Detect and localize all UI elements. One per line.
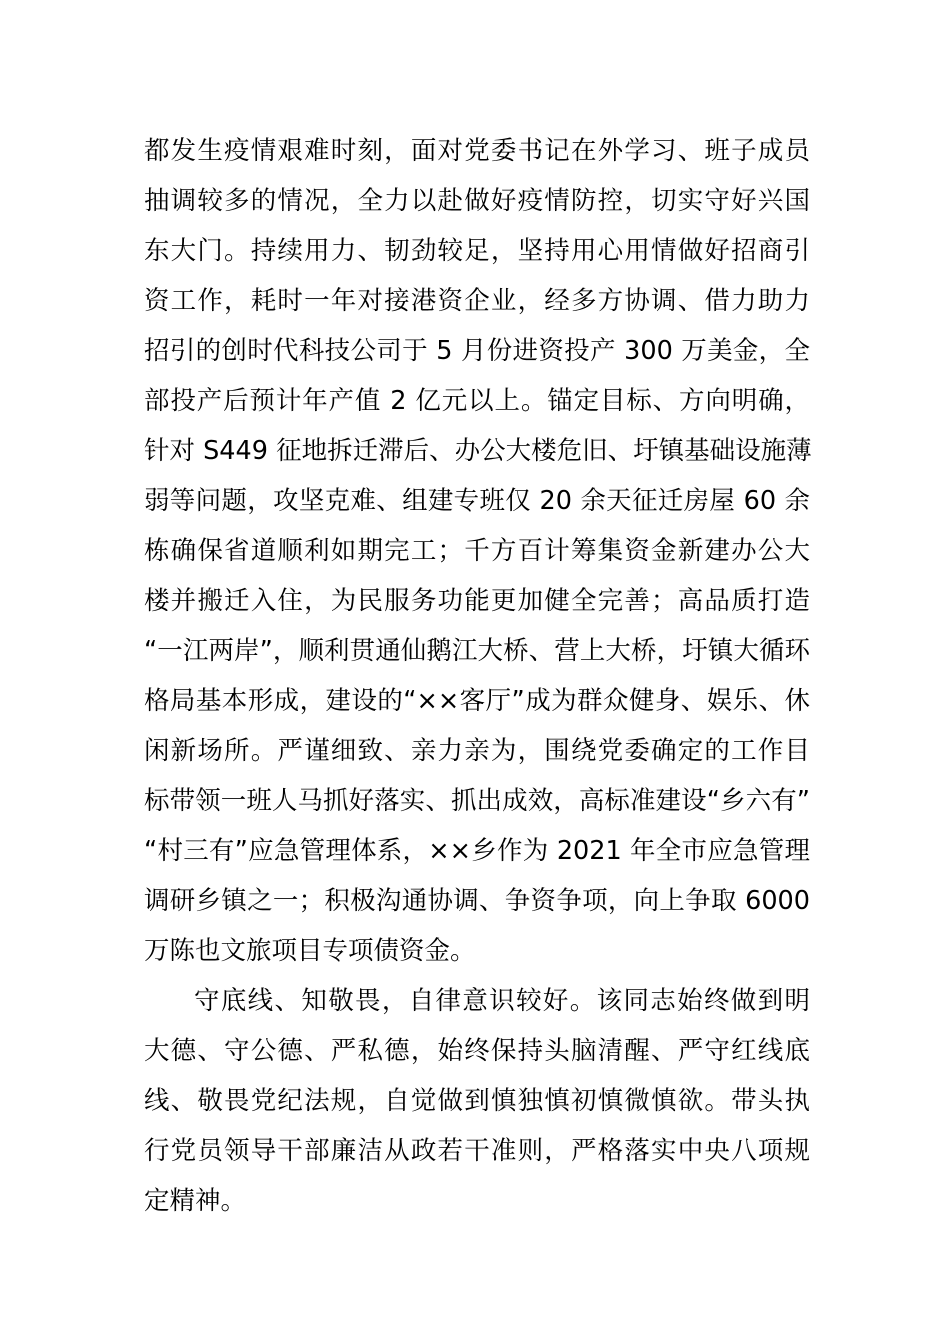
text-line: 大德、守公德、严私德，始终保持头脑清醒、严守红线底 — [144, 1036, 810, 1066]
text-line: 资工作，耗时一年对接港资企业，经多方协调、借力助力 — [144, 286, 810, 316]
text-line: 标带领一班人马抓好落实、抓出成效，高标准建设“乡六有” — [144, 786, 810, 816]
text-line: 格局基本形成，建设的“××客厅”成为群众健身、娱乐、休 — [144, 686, 810, 716]
document-body — [144, 126, 810, 1226]
text-line: 抽调较多的情况，全力以赴做好疫情防控，切实守好兴国 — [144, 186, 810, 216]
text-line: 针对 S449 征地拆迁滞后、办公大楼危旧、圩镇基础设施薄 — [144, 436, 812, 466]
text-line: 调研乡镇之一；积极沟通协调、争资争项，向上争取 6000 — [144, 886, 810, 916]
text-line: 定精神。 — [144, 1186, 247, 1216]
text-line: 线、敬畏党纪法规，自觉做到慎独慎初慎微慎欲。带头执 — [144, 1086, 810, 1116]
paragraph-1 — [144, 126, 810, 976]
text-line: 东大门。持续用力、韧劲较足，坚持用心用情做好招商引 — [144, 236, 810, 266]
text-line: 部投产后预计年产值 2 亿元以上。锚定目标、方向明确， — [144, 386, 810, 416]
text-line: 楼并搬迁入住，为民服务功能更加健全完善；高品质打造 — [144, 586, 810, 616]
text-line: 行党员领导干部廉洁从政若干准则，严格落实中央八项规 — [144, 1136, 810, 1166]
text-line: 招引的创时代科技公司于 5 月份进资投产 300 万美金，全 — [144, 336, 810, 366]
text-line: 闲新场所。严谨细致、亲力亲为，围绕党委确定的工作目 — [144, 736, 810, 766]
text-line: 万陈也文旅项目专项债资金。 — [144, 936, 476, 966]
text-line: 都发生疫情艰难时刻，面对党委书记在外学习、班子成员 — [144, 136, 810, 166]
text-line: 弱等问题，攻坚克难、组建专班仅 20 余天征迁房屋 60 余 — [144, 486, 810, 516]
text-line: 栋确保省道顺利如期完工；千方百计筹集资金新建办公大 — [144, 536, 810, 566]
text-line: “一江两岸”，顺利贯通仙鹅江大桥、营上大桥，圩镇大循环 — [144, 636, 810, 666]
text-line: “村三有”应急管理体系，××乡作为 2021 年全市应急管理 — [144, 836, 810, 866]
paragraph-2 — [144, 976, 810, 1226]
text-line: 守底线、知敬畏，自律意识较好。该同志始终做到明 — [194, 986, 810, 1016]
